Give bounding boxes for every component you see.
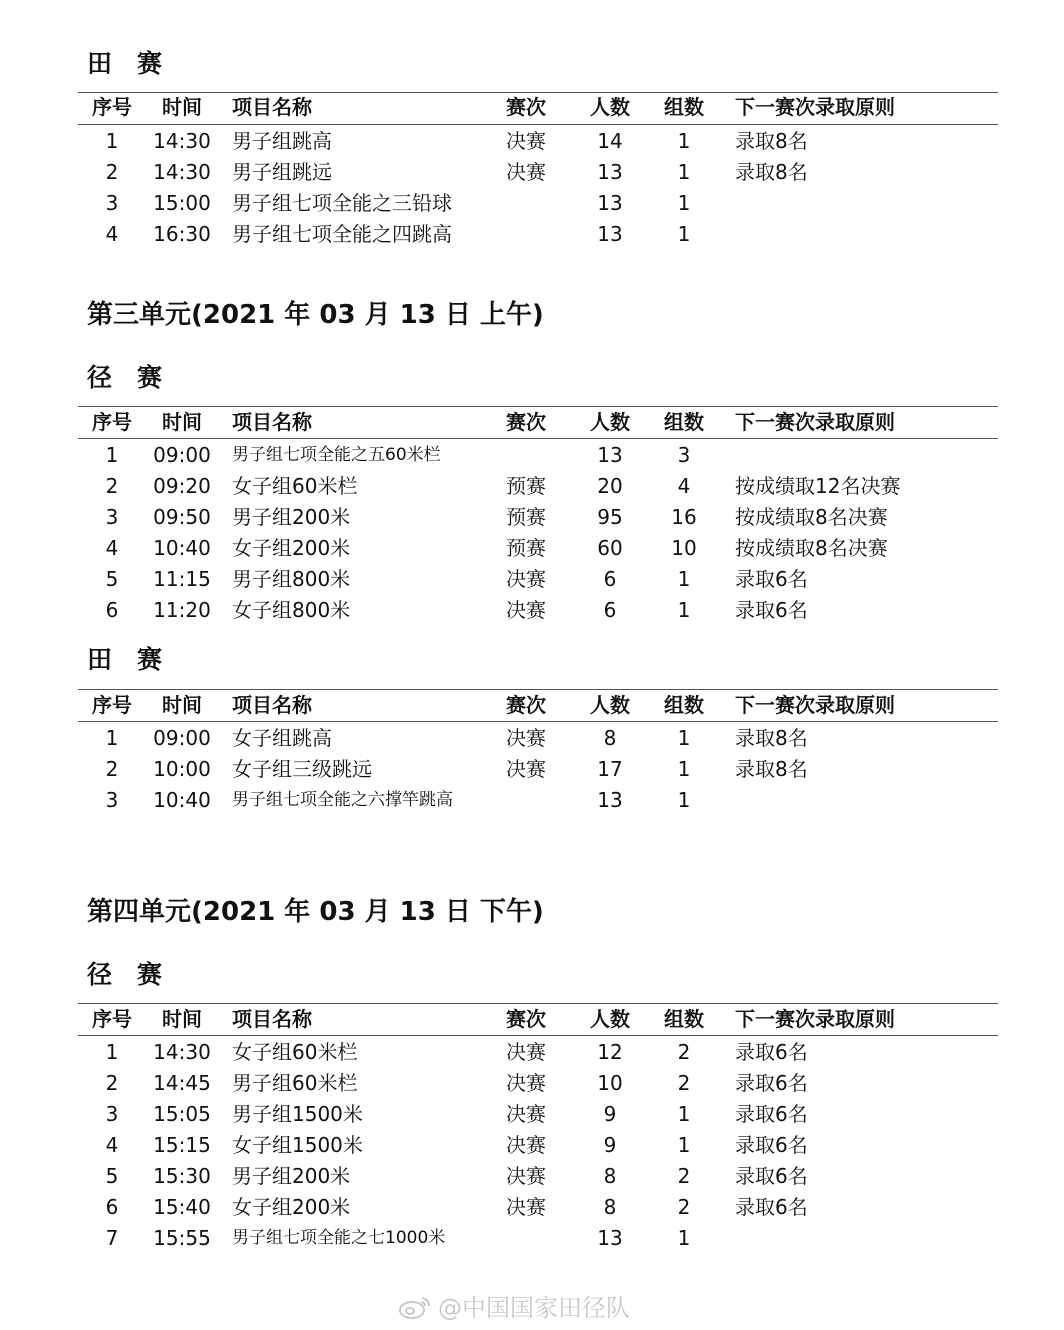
row-count: 9 [603,1102,617,1126]
row-no: 2 [105,160,119,184]
row-name: 女子组1500米 [232,1133,363,1157]
row-groups: 3 [677,443,691,467]
row-count: 9 [603,1133,617,1157]
header-count: 人数 [590,1007,630,1031]
row-round: 决赛 [506,129,546,153]
row-no: 1 [105,443,119,467]
table-row [78,1068,998,1099]
table-row [78,219,998,250]
row-time: 11:15 [153,567,211,591]
table-row [78,785,998,816]
weibo-icon [398,1294,432,1320]
row-time: 15:30 [153,1164,211,1188]
header-name: 项目名称 [232,95,312,119]
header-round: 赛次 [506,410,546,434]
row-round: 预赛 [506,505,546,529]
header-groups: 组数 [664,95,704,119]
row-round: 决赛 [506,1133,546,1157]
header-bottom-line [78,1035,998,1036]
row-groups: 1 [677,788,691,812]
row-no: 2 [105,1071,119,1095]
row-round: 决赛 [506,1071,546,1095]
row-count: 95 [597,505,623,529]
row-name: 男子组200米 [232,1164,351,1188]
row-round: 决赛 [506,567,546,591]
row-count: 13 [597,222,623,246]
header-no: 序号 [92,95,132,119]
row-rule: 录取6名 [735,1133,808,1157]
row-round: 决赛 [506,598,546,622]
row-rule: 录取6名 [735,1071,808,1095]
row-groups: 2 [677,1195,691,1219]
row-groups: 1 [677,129,691,153]
row-groups: 1 [677,757,691,781]
row-groups: 1 [677,191,691,215]
row-time: 15:00 [153,191,211,215]
row-name: 男子组七项全能之六撑竿跳高 [232,790,453,810]
row-rule: 录取8名 [735,726,808,750]
table-row [78,440,998,471]
row-no: 7 [105,1226,119,1250]
header-round: 赛次 [506,693,546,717]
header-rule: 下一赛次录取原则 [735,693,895,717]
row-groups: 1 [677,598,691,622]
row-count: 8 [603,1164,617,1188]
table-header [78,92,998,123]
row-groups: 1 [677,222,691,246]
header-no: 序号 [92,1007,132,1031]
row-no: 1 [105,1040,119,1064]
row-groups: 1 [677,160,691,184]
row-name: 男子组跳远 [232,160,332,184]
header-bottom-line [78,124,998,125]
header-groups: 组数 [664,1007,704,1031]
row-name: 女子组60米栏 [232,1040,358,1064]
table-header [78,1004,998,1035]
row-count: 13 [597,160,623,184]
row-no: 1 [105,129,119,153]
row-round: 决赛 [506,1164,546,1188]
row-count: 14 [597,129,623,153]
row-name: 男子组800米 [232,567,351,591]
row-count: 13 [597,1226,623,1250]
row-name: 男子组七项全能之五60米栏 [232,445,441,465]
header-no: 序号 [92,410,132,434]
header-top-line [78,406,998,407]
row-rule: 录取6名 [735,1102,808,1126]
table-row [78,1223,998,1254]
row-no: 3 [105,788,119,812]
table-row [78,564,998,595]
row-time: 09:50 [153,505,211,529]
row-time: 15:40 [153,1195,211,1219]
row-no: 4 [105,536,119,560]
row-rule: 录取6名 [735,1040,808,1064]
unit-title-3: 第三单元(2021 年 03 月 13 日 上午) [87,300,544,330]
row-rule: 录取6名 [735,1164,808,1188]
section-title-track: 径 赛 [87,960,163,989]
table-row [78,471,998,502]
row-rule: 录取6名 [735,1195,808,1219]
row-no: 2 [105,474,119,498]
row-time: 14:30 [153,1040,211,1064]
row-round: 预赛 [506,536,546,560]
row-time: 14:45 [153,1071,211,1095]
header-count: 人数 [590,95,630,119]
row-groups: 4 [677,474,691,498]
row-round: 决赛 [506,1102,546,1126]
row-name: 女子组三级跳远 [232,757,372,781]
row-groups: 1 [677,567,691,591]
header-round: 赛次 [506,1007,546,1031]
row-no: 3 [105,505,119,529]
table-row [78,595,998,626]
row-time: 10:00 [153,757,211,781]
row-round: 决赛 [506,1040,546,1064]
row-groups: 1 [677,726,691,750]
row-no: 1 [105,726,119,750]
table-row [78,1161,998,1192]
row-count: 13 [597,788,623,812]
table-row [78,157,998,188]
table-row [78,1192,998,1223]
row-rule: 录取8名 [735,757,808,781]
row-count: 12 [597,1040,623,1064]
row-no: 5 [105,567,119,591]
row-count: 6 [603,567,617,591]
watermark-text: @中国国家田径队 [438,1294,630,1322]
row-groups: 16 [671,505,697,529]
row-no: 3 [105,191,119,215]
header-no: 序号 [92,693,132,717]
row-rule: 按成绩取8名决赛 [735,536,888,560]
row-rule: 录取6名 [735,567,808,591]
row-count: 60 [597,536,623,560]
header-time: 时间 [162,1007,202,1031]
header-groups: 组数 [664,693,704,717]
table-row [78,723,998,754]
row-count: 13 [597,191,623,215]
table-header [78,407,998,438]
header-top-line [78,1003,998,1004]
table-row [78,1130,998,1161]
row-name: 女子组60米栏 [232,474,358,498]
row-round: 决赛 [506,726,546,750]
section-title-field: 田 赛 [87,49,163,78]
row-no: 4 [105,222,119,246]
row-round: 决赛 [506,757,546,781]
row-name: 男子组跳高 [232,129,332,153]
row-count: 8 [603,1195,617,1219]
row-name: 男子组七项全能之七1000米 [232,1228,446,1248]
row-time: 10:40 [153,788,211,812]
row-time: 11:20 [153,598,211,622]
row-no: 3 [105,1102,119,1126]
row-name: 男子组200米 [232,505,351,529]
header-rule: 下一赛次录取原则 [735,1007,895,1031]
row-name: 女子组200米 [232,536,351,560]
header-name: 项目名称 [232,1007,312,1031]
row-name: 男子组1500米 [232,1102,363,1126]
row-no: 2 [105,757,119,781]
row-name: 女子组200米 [232,1195,351,1219]
section-title-track: 径 赛 [87,363,163,392]
row-time: 15:15 [153,1133,211,1157]
row-no: 6 [105,1195,119,1219]
table-row [78,502,998,533]
table-row [78,1099,998,1130]
header-name: 项目名称 [232,693,312,717]
header-time: 时间 [162,95,202,119]
table-row [78,754,998,785]
row-name: 男子组七项全能之四跳高 [232,222,452,246]
row-groups: 1 [677,1102,691,1126]
row-time: 14:30 [153,160,211,184]
row-rule: 录取6名 [735,598,808,622]
row-rule: 录取8名 [735,129,808,153]
header-rule: 下一赛次录取原则 [735,95,895,119]
row-count: 6 [603,598,617,622]
header-top-line [78,689,998,690]
section-title-field: 田 赛 [87,645,163,674]
row-count: 13 [597,443,623,467]
row-groups: 2 [677,1071,691,1095]
row-name: 女子组800米 [232,598,351,622]
row-name: 男子组60米栏 [232,1071,358,1095]
table-row [78,126,998,157]
table-row [78,533,998,564]
header-round: 赛次 [506,95,546,119]
row-groups: 1 [677,1226,691,1250]
header-time: 时间 [162,410,202,434]
row-time: 14:30 [153,129,211,153]
row-count: 20 [597,474,623,498]
header-name: 项目名称 [232,410,312,434]
row-count: 8 [603,726,617,750]
row-rule: 按成绩取8名决赛 [735,505,888,529]
row-no: 6 [105,598,119,622]
row-round: 预赛 [506,474,546,498]
header-bottom-line [78,721,998,722]
row-round: 决赛 [506,1195,546,1219]
header-top-line [78,92,998,93]
header-groups: 组数 [664,410,704,434]
row-time: 09:00 [153,443,211,467]
row-time: 15:05 [153,1102,211,1126]
row-time: 16:30 [153,222,211,246]
row-count: 10 [597,1071,623,1095]
watermark [398,1288,630,1323]
row-name: 女子组跳高 [232,726,332,750]
row-groups: 2 [677,1040,691,1064]
header-bottom-line [78,438,998,439]
table-row [78,188,998,219]
row-name: 男子组七项全能之三铅球 [232,191,452,215]
unit-title-4: 第四单元(2021 年 03 月 13 日 下午) [87,897,544,927]
header-count: 人数 [590,410,630,434]
row-groups: 2 [677,1164,691,1188]
row-no: 4 [105,1133,119,1157]
row-no: 5 [105,1164,119,1188]
row-count: 17 [597,757,623,781]
row-rule: 录取8名 [735,160,808,184]
row-rule: 按成绩取12名决赛 [735,474,901,498]
row-time: 09:00 [153,726,211,750]
row-time: 09:20 [153,474,211,498]
row-round: 决赛 [506,160,546,184]
table-header [78,690,998,721]
row-time: 15:55 [153,1226,211,1250]
row-groups: 10 [671,536,697,560]
header-rule: 下一赛次录取原则 [735,410,895,434]
row-time: 10:40 [153,536,211,560]
row-groups: 1 [677,1133,691,1157]
header-count: 人数 [590,693,630,717]
header-time: 时间 [162,693,202,717]
table-row [78,1037,998,1068]
